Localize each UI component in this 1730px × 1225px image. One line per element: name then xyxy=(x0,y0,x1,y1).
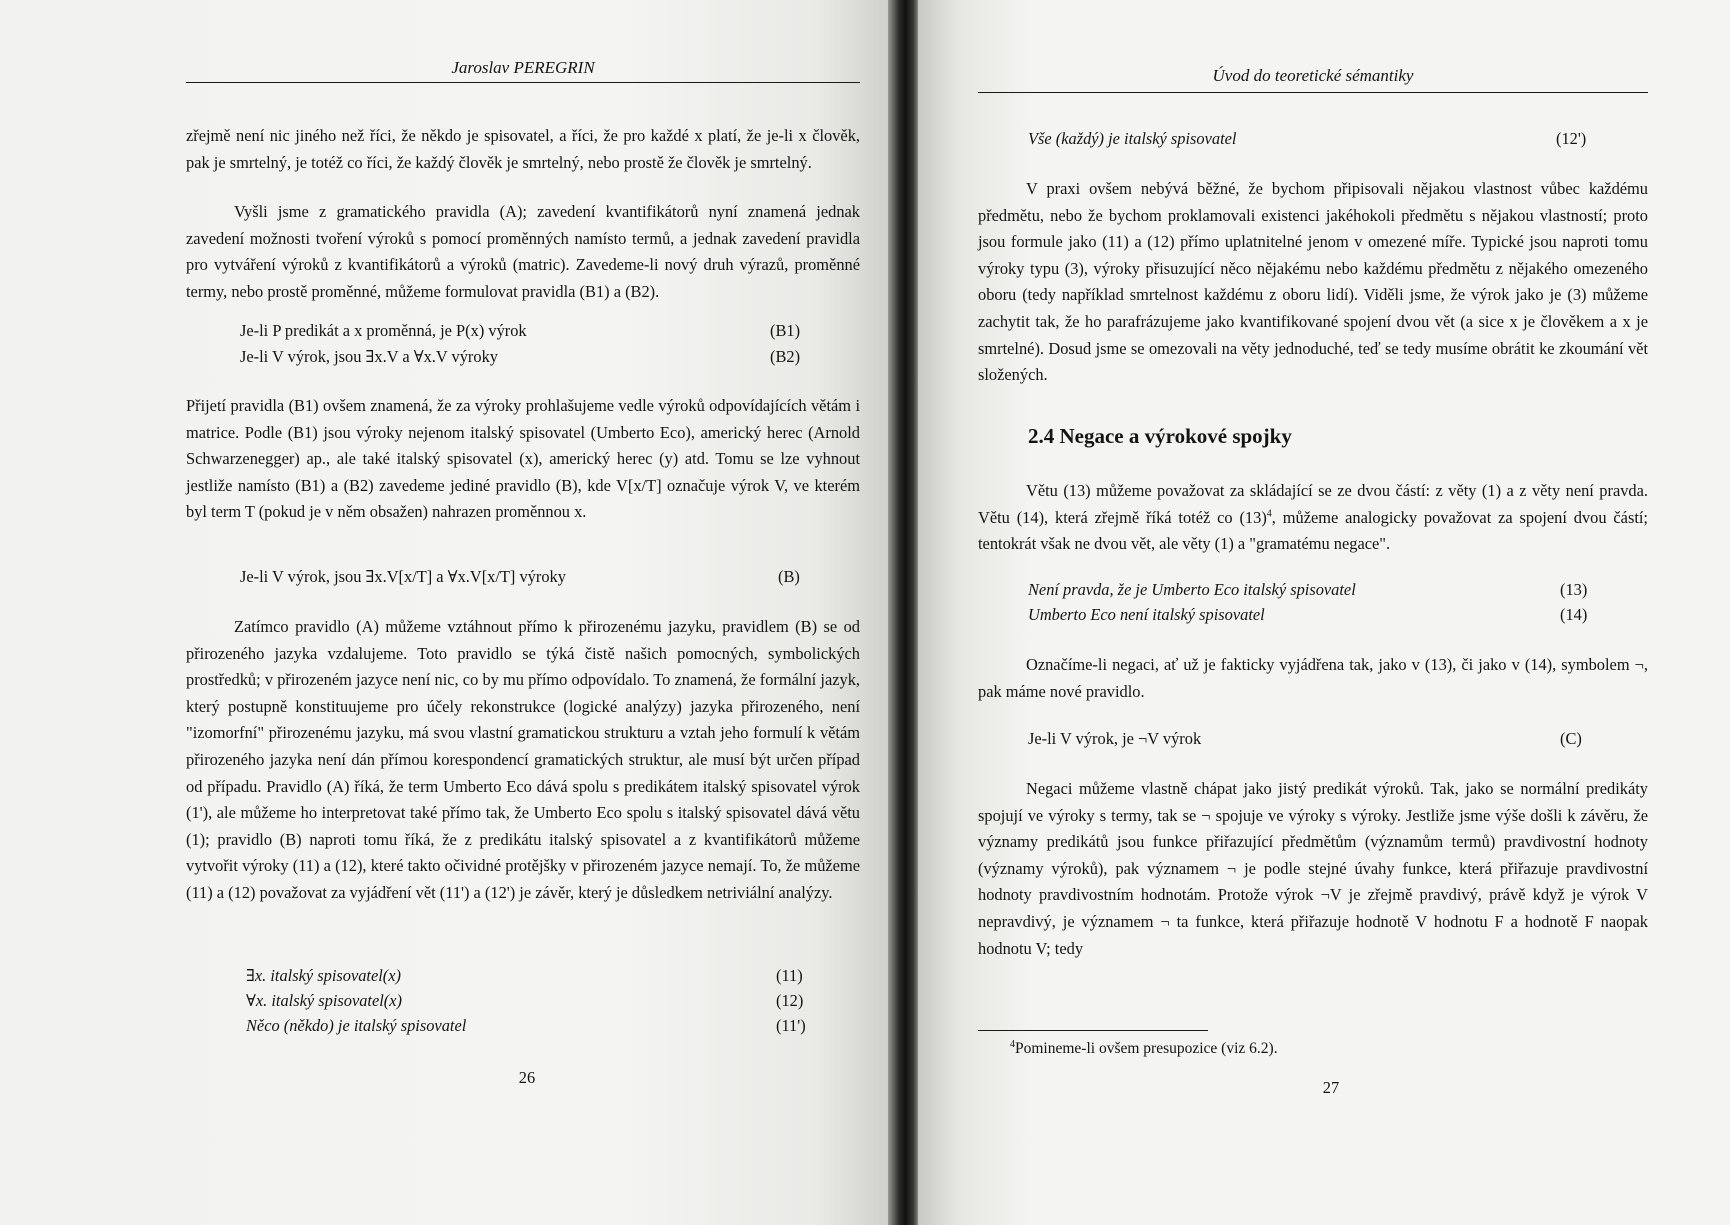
footnote-rule xyxy=(978,1030,1208,1031)
footnote xyxy=(1010,1040,1278,1058)
rule-c-text: Je-li V výrok, je ¬V výrok xyxy=(1028,729,1202,748)
rule-b-label: (B) xyxy=(778,567,800,586)
left-running-head: Jaroslav PEREGRIN xyxy=(451,58,595,77)
formula-12-prime-text: Vše (každý) je italský spisovatel xyxy=(1028,129,1237,148)
left-paragraph-3: Přijetí pravidla (B1) ovšem znamená, že za výroky prohlašujeme vedle výroků odpovídajících větám i matrice. Podle (B1) jsou výroky nejenom italský spisovatel (Umberto Eco), americký herec (Arnold Schwarzenegger) ap., ale také italský spisovatel (x), americký herec (y) atd. Tomu se lze vyhnout jestliže namísto (B1) a (B2) zavedeme jediné pravidlo (B), kde V[x/T] označuje výrok V, ve kterém byl term T (pokud je v něm obsažen) nahrazen proměnnou x. xyxy=(186,396,860,522)
right-header-rule xyxy=(978,92,1648,93)
rule-b-text: Je-li V výrok, jsou ∃x.V[x/T] a ∀x.V[x/T] výroky xyxy=(240,567,566,586)
left-paragraph-4: Zatímco pravidlo (A) můžeme vztáhnout přímo k přirozenému jazyku, pravidlem (B) se od přirozeného jazyka vzdalujeme. Toto pravidlo se týká čistě našich pomocných, symbolických prostředků; v přirozeném jazyce není nic, co by mu přímo odpovídalo. To znamená, že formální jazyk, který postupně konstituujeme pro účely rekonstrukce (logické analýzy) jazyka přirozeného, není "izomorfní" přirozenému jazyku, má svou vlastní gramatickou strukturu a vztah jeho formulí k větám přirozeného jazyka není dán přímou korespondencí gramatických struktur, ale musí být určen případ od případu. Pravidlo (A) říká, že term Umberto Eco dává spolu s predikátem italský spisovatel výrok (1'), ale můžeme ho interpretovat také přímo tak, že Umberto Eco spolu s italský spisovatel dává větu (1); pravidlo (B) naproti tomu říká, že z predikátu italský spisovatel a z kvantifikátorů můžeme vytvořit výroky (11) a (12), které takto očividné protějšky v přirozeném jazyce nemají. To, že můžeme (11) a (12) považovat za vyjádření vět (11') a (12') je závěr, který je důsledkem netriviální analýzy. xyxy=(186,617,860,902)
left-header-rule xyxy=(186,82,860,83)
left-page-number: 26 xyxy=(518,1068,536,1087)
right-page-number: 27 xyxy=(1322,1078,1340,1097)
formula-12-text: ∀x. italský spisovatel(x) xyxy=(246,991,402,1010)
rule-c-label: (C) xyxy=(1560,729,1582,748)
formula-14-text: Umberto Eco není italský spisovatel xyxy=(1028,605,1265,624)
book-gutter xyxy=(888,0,920,1225)
formula-12-prime-label: (12') xyxy=(1556,129,1587,148)
right-page xyxy=(918,0,1730,1225)
footnote-text: Pomineme-li ovšem presupozice (viz 6.2). xyxy=(1015,1040,1278,1057)
right-paragraph-2-part-b: , můžeme analogicky považovat za spojení dvou částí; tentokrát však ne dvou vět, ale věty (1) a "gramatému negace". xyxy=(978,507,1648,554)
right-paragraph-4: Negaci můžeme vlastně chápat jako jistý predikát výroků. Tak, jako se normální predikáty spojují ve výroky s termy, tak se ¬ spojuje ve výroky s výroky. Jestliže jsme výše došli k závěru, že významy predikátů jsou funkce přiřazující předmětům (významům termů) pravdivostní hodnoty (významy výroků), pak významem ¬ je podle stejné úvahy funkce, která přiřazuje pravdivostní hodnoty pravdivostním hodnotám. Protože výrok ¬V je zřejmě pravdivý, právě když je výrok V nepravdivý, je významem ¬ ta funkce, která přiřazuje hodnotě V hodnotu F a hodnotě F naopak hodnotu V; tedy xyxy=(978,779,1648,958)
left-paragraph-2: Vyšli jsme z gramatického pravidla (A); zavedení kvantifikátorů nyní znamená jednak zavedení možnosti tvoření výroků s pomocí proměnných namísto termů, a jednak zavedení pravidla pro vytváření výroků z kvantifikátorů a výroků (matric). Zavedeme-li nový druh výrazů, proměnné termy, nebo prostě proměnné, můžeme formulovat pravidla (B1) a (B2). xyxy=(186,202,860,301)
left-paragraph-1: zřejmě není nic jiného než říci, že někdo je spisovatel, a říci, že pro každé x platí, že je-li x člověk, pak je smrtelný, je totéž co říci, že každý člověk je smrtelný, nebo prostě že člověk je smrtelný. xyxy=(186,126,860,172)
formula-11-prime-label: (11') xyxy=(776,1016,806,1035)
footnote-reference[interactable]: 4 xyxy=(1266,508,1272,520)
right-paragraph-1: V praxi ovšem nebývá běžné, že bychom připisovali nějakou vlastnost vůbec každému předmětu, nebo že bychom proklamovali existenci jakéhokoli předmětu s nějakou vlastností; proto jsou formule jako (11) a (12) přímo uplatnitelné jenom v omezené míře. Typické jsou naproti tomu výroky typu (3), výroky přisuzující něco nějakému nebo každému předmětu z nějakého omezeného oboru (tedy například smrtelnost každému z oboru lidí). Viděli jsme, že výrok jako je (3) můžeme zachytit tak, že ho parafrázujeme jako kvantifikované spojení dvou vět (a sice x je člověkem a x je smrtelné). Dosud jsme se omezovali na věty jednoduché, teď se tedy musíme obrátit ke zkoumání vět složených. xyxy=(978,179,1648,385)
section-title: 2.4 Negace a výrokové spojky xyxy=(1028,424,1292,448)
formula-11-prime-text: Něco (někdo) je italský spisovatel xyxy=(246,1016,467,1035)
formula-11-label: (11) xyxy=(776,966,803,985)
right-running-head: Úvod do teoretické sémantiky xyxy=(1212,66,1414,85)
right-paragraph-2 xyxy=(978,478,1648,558)
formula-13-label: (13) xyxy=(1560,580,1588,599)
rule-b2-label: (B2) xyxy=(770,347,801,366)
formula-14-label: (14) xyxy=(1560,605,1588,624)
right-paragraph-3: Označíme-li negaci, ať už je fakticky vyjádřena tak, jako v (13), či jako v (14), symbolem ¬, pak máme nové pravidlo. xyxy=(978,655,1648,701)
rule-b1-text: Je-li P predikát a x proměnná, je P(x) výrok xyxy=(240,321,527,340)
formula-13-text: Není pravda, že je Umberto Eco italský spisovatel xyxy=(1028,580,1356,599)
right-paragraph-2-part-a: Větu (13) můžeme považovat za skládající se ze dvou částí: z věty (1) a z věty není pravda. Větu (14), která zřejmě říká totéž co (13) xyxy=(978,481,1648,527)
footnote-number: 4 xyxy=(1010,1038,1015,1050)
rule-b2-text: Je-li V výrok, jsou ∃x.V a ∀x.V výroky xyxy=(240,347,498,366)
formula-11-text: ∃x. italský spisovatel(x) xyxy=(246,966,401,985)
formula-12-label: (12) xyxy=(776,991,804,1010)
rule-b1-label: (B1) xyxy=(770,321,801,340)
